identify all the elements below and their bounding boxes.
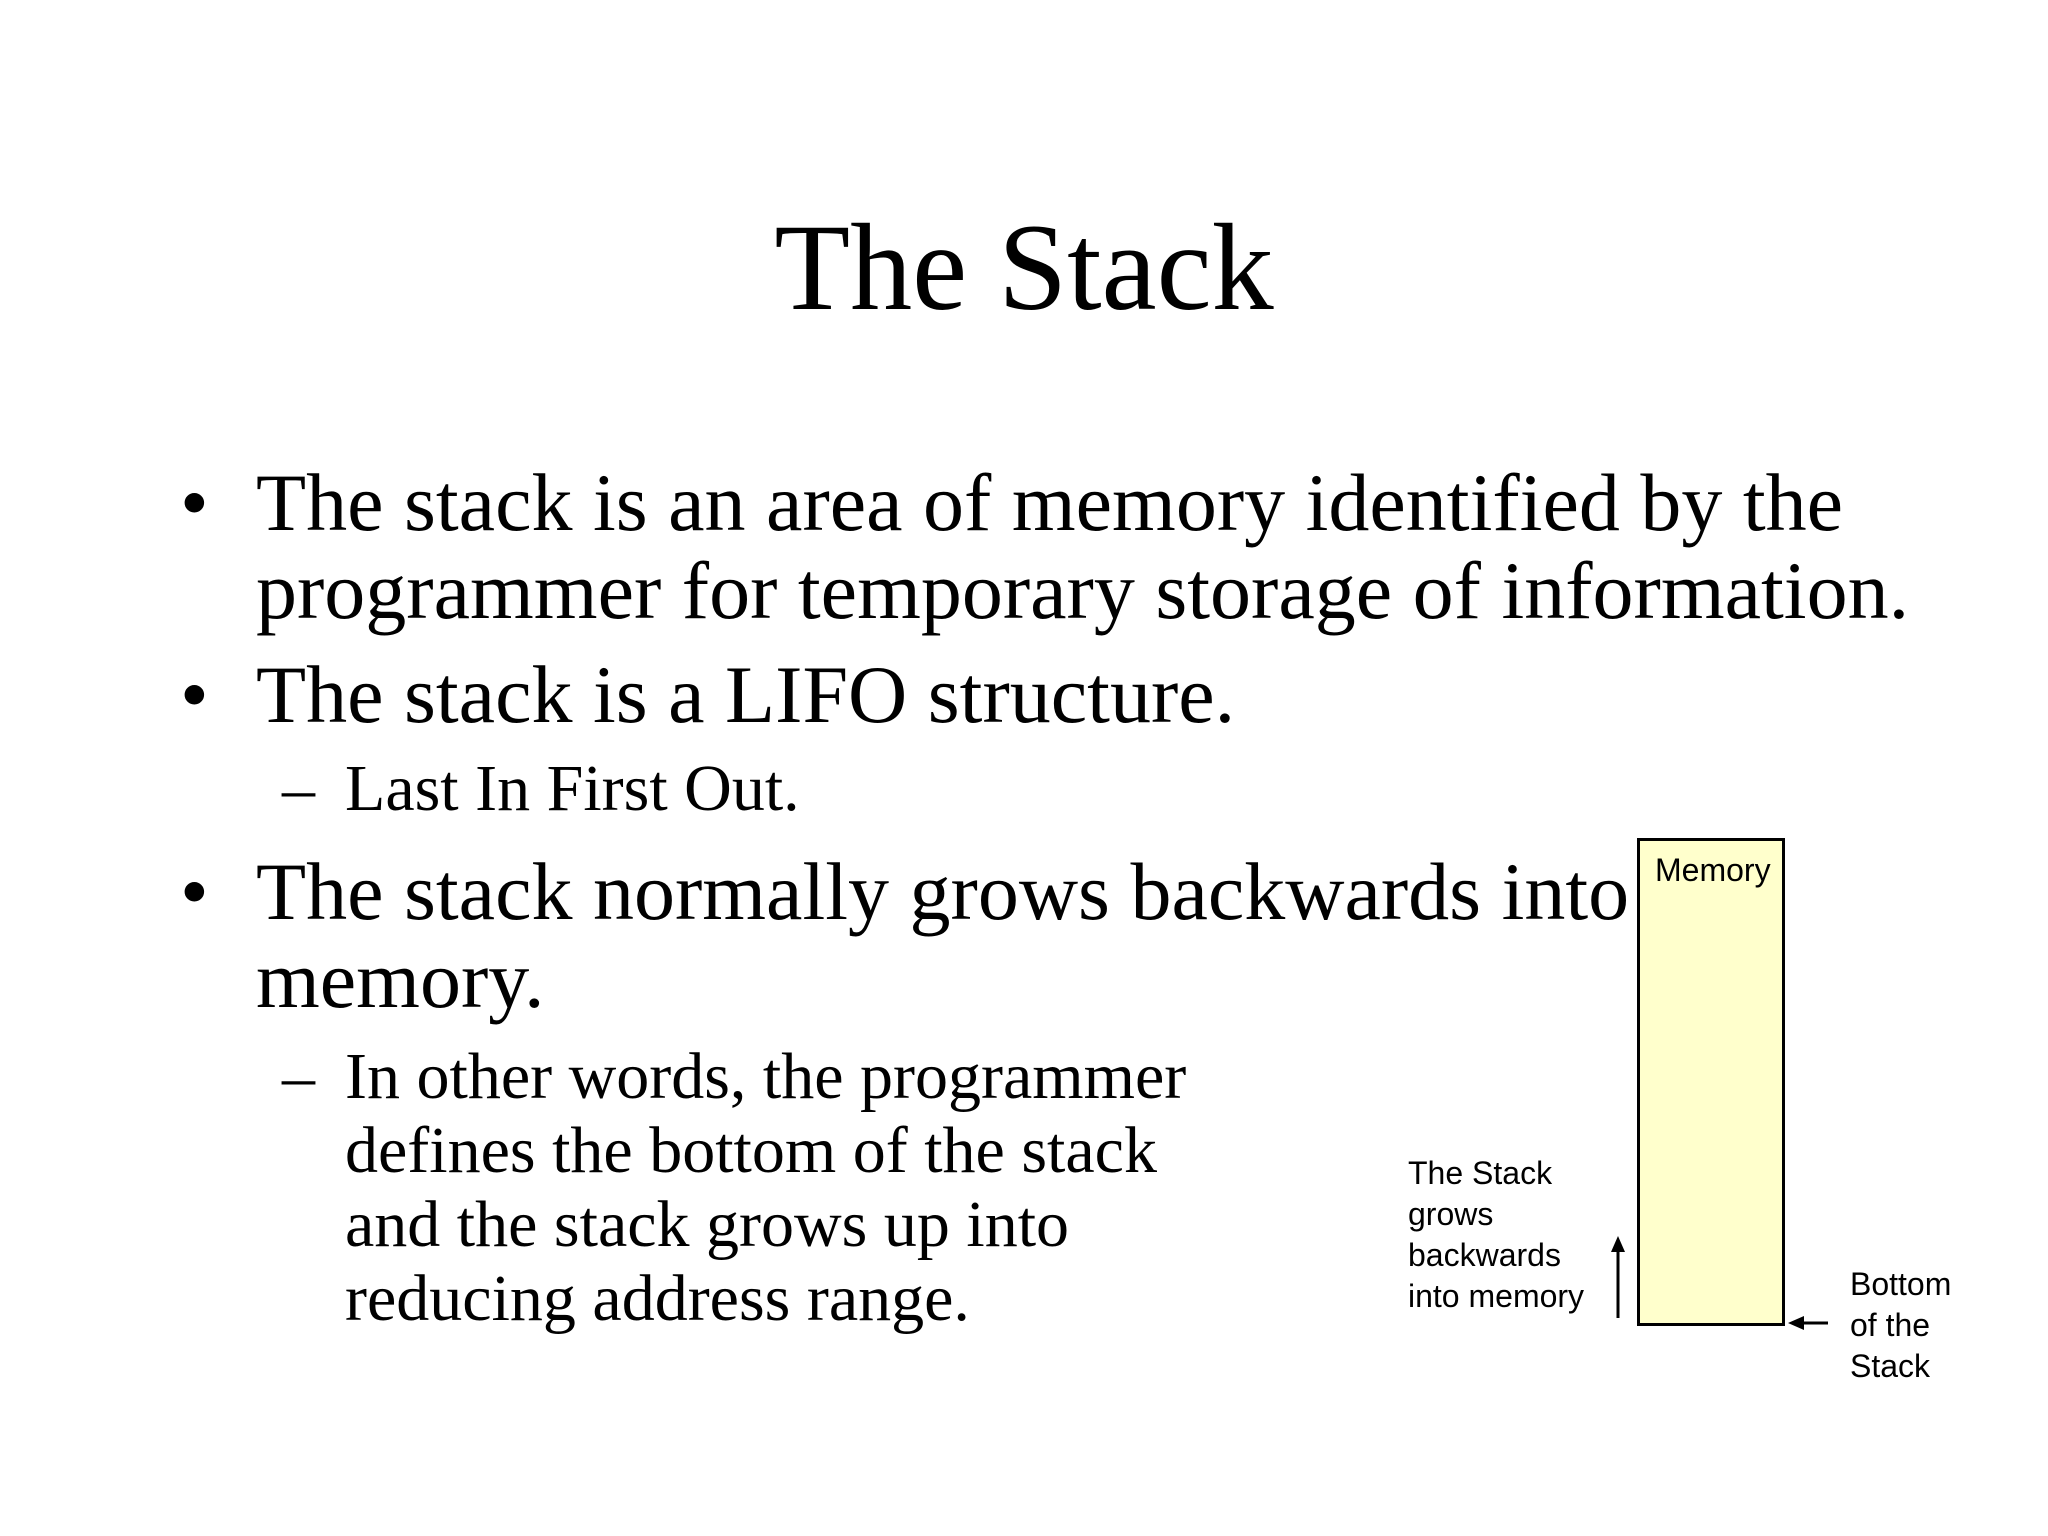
grows-label-line-4: into memory [1408, 1278, 1585, 1314]
grows-label [1408, 1153, 1584, 1317]
bullet-2-text [256, 651, 1235, 739]
bottom-label-line-3: Stack [1850, 1348, 1931, 1384]
arrow-up-icon [1611, 1236, 1625, 1318]
bullet-3-line-2: memory. [256, 934, 545, 1025]
sub-bullet-3-1-text [345, 1040, 1186, 1336]
arrow-left-icon [1788, 1316, 1828, 1330]
bottom-label-line-1: Bottom [1850, 1266, 1952, 1302]
grows-label-line-3: backwards [1408, 1237, 1561, 1273]
sub-bullet-3-1-line-4: reducing address range. [345, 1262, 970, 1335]
sub-bullet-3-1-line-2: defines the bottom of the stack [345, 1114, 1157, 1187]
grows-label-line-2: grows [1408, 1196, 1494, 1232]
sub-bullet-3-1-line-3: and the stack grows up into [345, 1188, 1070, 1261]
memory-label: Memory [1655, 852, 1771, 888]
bullet-marker: • [180, 649, 209, 740]
memory-box [1637, 838, 1785, 1326]
page-title: The Stack [774, 199, 1274, 336]
bullet-marker: • [180, 846, 209, 937]
bullet-2-line-1: The stack is a LIFO structure. [256, 649, 1236, 740]
sub-bullet-marker: – [282, 1040, 315, 1113]
sub-bullet-marker: – [282, 752, 315, 825]
sub-bullet-3-1-line-1: In other words, the programmer [345, 1040, 1187, 1113]
bottom-label-line-2: of the [1850, 1307, 1931, 1343]
bullet-1-line-2: programmer for temporary storage of information. [256, 545, 1910, 636]
bullet-1-line-1: The stack is an area of memory identified by the [256, 457, 1844, 548]
bullet-3-line-1: The stack normally grows backwards into [256, 846, 1630, 937]
grows-label-line-1: The Stack [1408, 1155, 1553, 1191]
bullet-3-text [256, 848, 1629, 1024]
bullet-marker: • [180, 457, 209, 548]
sub-bullet-2-1-text [345, 752, 800, 826]
bullet-1-text [256, 459, 1909, 635]
bottom-label [1850, 1264, 1951, 1387]
sub-bullet-2-1-line-1: Last In First Out. [345, 752, 800, 825]
